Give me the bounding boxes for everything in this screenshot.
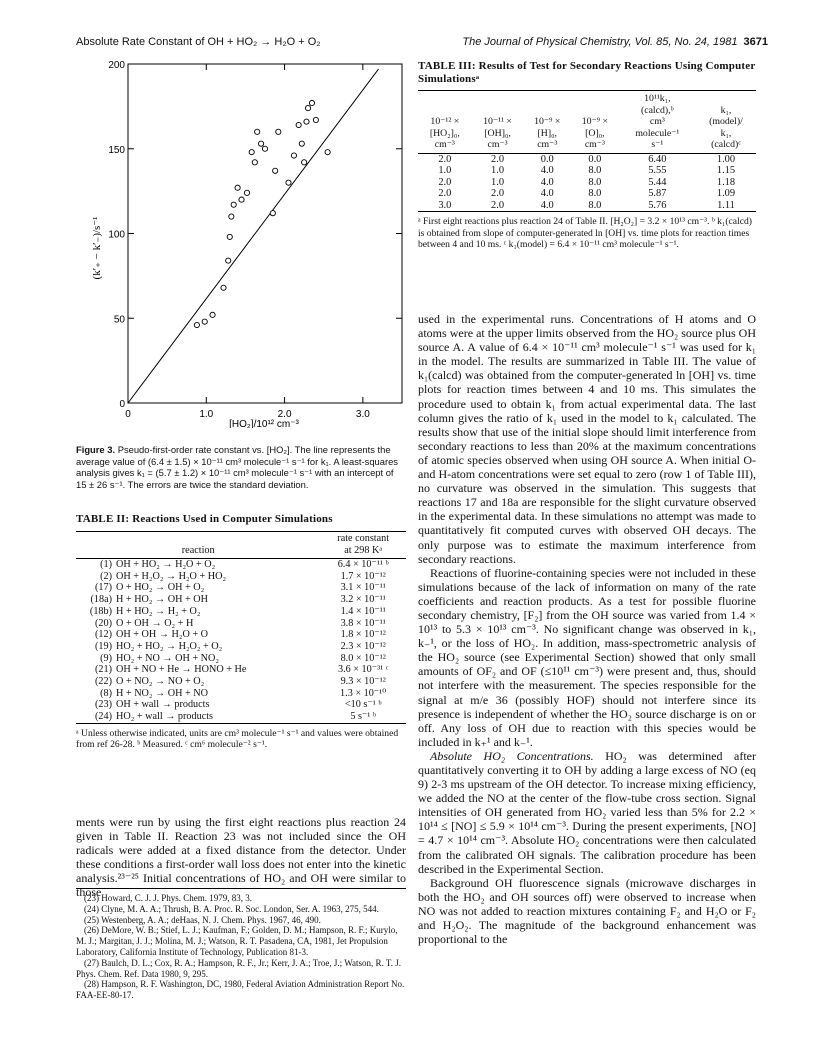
table-row (76, 559, 406, 571)
y-tick-label: 0 (119, 399, 125, 410)
table-cell: (1) (100, 559, 112, 570)
table-2 (76, 513, 406, 751)
table-cell: 0.0 (588, 153, 602, 165)
table-cell: 2.0 (491, 199, 505, 211)
table-cell: (18b) (89, 605, 112, 617)
table-row (76, 582, 406, 594)
table-cell: 1.0 (491, 165, 505, 176)
figure-caption-label: Figure 3. (76, 444, 116, 455)
table-cell: OH + OH → H₂O + O (116, 629, 209, 641)
table-cell: 5.87 (648, 188, 667, 199)
table-cell: O + OH → O₂ + H (116, 617, 194, 629)
reference: (28) Hampson, R. F. Washington, DC, 1980, Federal Aviation Administration Report No. FAA-EE-80-17. (76, 979, 405, 1001)
table-cell: (23) (95, 699, 112, 711)
data-point (270, 211, 275, 216)
data-point (231, 202, 236, 207)
table-cell: OH + H₂O₂ → H₂O + HO₂ (116, 570, 227, 582)
table-3-header: 10⁻⁹ × [H]₀, cm⁻³ (523, 91, 571, 154)
table-cell: 4.0 (540, 199, 554, 211)
table-cell: 2.0 (491, 188, 505, 199)
body-text-left: ments were run by using the first eight reactions plus reaction 24 given in Table II. Reaction 23 was not included since the OH radicals were added at a fixed distance from the detector. Under these conditions a first-order wall loss does not enter into the kinetic analysis.²³⁻²⁵ Initial concentrations of HO₂ and OH were similar to those (76, 815, 406, 899)
data-point (262, 146, 267, 151)
fit-line (128, 69, 379, 403)
table-2-header-rate: rate constant at 298 Kᵃ (320, 532, 406, 559)
table-cell: 2.0 (438, 188, 452, 199)
data-point (244, 190, 249, 195)
table-cell: <10 s⁻¹ ᵇ (344, 699, 382, 711)
data-point (221, 285, 226, 290)
y-tick-label: 100 (108, 229, 125, 241)
reference: (26) DeMore, W. B.; Stief, L. J.; Kaufman, F.; Golden, D. M.; Hampson, R. F.; Kurylo, M. J.; Margitan, J. J.; Molina, M. J.; Watson, R. T. Pasadena, CA, 1981, Jet Propulsion Laboratory, California Institute of Technology, Publication 81-3. (76, 925, 398, 957)
running-title: Absolute Rate Constant of OH + HO₂ → H₂O + O₂ (76, 36, 321, 48)
table-cell: 8.0 (588, 188, 602, 199)
data-point (227, 234, 232, 239)
data-point (302, 160, 307, 165)
table-row (76, 641, 406, 653)
data-point (313, 117, 318, 122)
table-row (418, 200, 756, 212)
x-tick-label: 2.0 (277, 409, 292, 420)
table-cell: (12) (95, 629, 112, 641)
table-cell: 4.0 (540, 165, 554, 176)
table-row (76, 664, 406, 676)
table-cell: O + HO₂ → OH + O₂ (116, 582, 205, 594)
figure-caption (76, 444, 406, 490)
table-cell: 3.6 × 10⁻³¹ ᶜ (337, 664, 389, 676)
table-row (418, 165, 756, 177)
table-cell: (2) (100, 570, 112, 582)
table-cell: (24) (95, 711, 112, 723)
y-tick-label: 50 (113, 314, 125, 326)
data-point (202, 319, 207, 324)
reference: (25) Westenberg, A. A.; deHaas, N. J. Chem. Phys. 1967, 46, 490. (84, 914, 321, 925)
table-row (76, 688, 406, 700)
table-cell: 8.0 × 10⁻¹² (340, 652, 386, 664)
references (76, 888, 406, 1001)
figure-3-chart (76, 58, 406, 428)
table-cell: 1.8 × 10⁻¹² (340, 629, 386, 641)
reference: (24) Clyne, M. A. A.; Thrush, B. A. Proc. R. Soc. London, Ser. A. 1963, 275, 544. (84, 903, 379, 914)
table-cell: 1.09 (716, 188, 736, 199)
table-3-header: k₁, (model)/ k₁, (calcd)ᶜ (696, 91, 756, 154)
table-cell: 4.0 (540, 176, 554, 188)
table-cell: (20) (95, 617, 112, 629)
table-row (418, 188, 756, 200)
table-cell: HO₂ + NO → OH + NO₂ (116, 652, 219, 664)
data-point (249, 150, 254, 155)
table-cell: H + NO₂ → OH + NO (116, 687, 209, 699)
data-point (226, 258, 231, 263)
table-3-header: 10¹¹k₁, (calcd),ᵇ cm³ molecule⁻¹ s⁻¹ (619, 91, 696, 154)
table-cell: 3.1 × 10⁻¹¹ (340, 582, 386, 594)
y-axis-label: (k′₊ − k′₋)/s⁻¹ (91, 216, 103, 280)
table-cell: 2.0 (438, 153, 452, 165)
data-point (305, 105, 310, 110)
data-point (304, 119, 309, 124)
table-cell: 1.0 (438, 165, 452, 176)
paragraph: Background OH fluorescence signals (microwave discharges in both the HO₂ and OH sources off) were observed to increase when NO was not added to reaction mixtures containing F₂ and H₂O or F₂ and H₂O₂. The magnitude of the background enhancement was proportional to the (418, 875, 756, 947)
table-cell: 5.55 (648, 165, 667, 176)
x-tick-label: 0 (125, 409, 131, 420)
table-3-footnote: ᵃ First eight reactions plus reaction 24 of Table II. [H₂O₂] = 3.2 × 10¹³ cm⁻³. ᵇ k₁(calcd) is obtained from slope of computer-generated ln [OH] vs. time plots for reaction times between 4 and 10 ms. ᶜ k₁(model) = 6.4 × 10⁻¹¹ cm³ molecule⁻¹ s⁻¹. (418, 216, 752, 251)
paragraph-text: HO₂ was determined after quantitatively converting it to OH by adding a large excess of NO (eq 9) 2-3 ms upstream of the OH detector. To increase mixing efficiency, we added the NO at the center of the flow-tube cross section. Signal intensities of OH generated from HO₂ varied less than 5% for 2.2 × 10¹⁴ ≤ [NO] ≤ 5.9 × 10¹⁴ cm⁻³. During the present experiments, [NO] = 4.7 × 10¹⁴ cm⁻³. Absolute HO₂ concentrations were then calculated from the calibrated OH signals. The calibration procedure has been described in the Experimental Section. (418, 748, 757, 876)
table-cell: (21) (95, 664, 112, 676)
table-cell: 3.0 (438, 199, 452, 211)
table-cell: O + NO₂ → NO + O₂ (116, 676, 205, 688)
table-3-header: 10⁻⁹ × [O]₀, cm⁻³ (571, 91, 619, 154)
data-point (194, 322, 199, 327)
x-axis-label: [HO₂]/10¹² cm⁻³ (229, 419, 299, 428)
data-point (235, 185, 240, 190)
table-row (76, 594, 406, 606)
table-3-header: 10⁻¹¹ × [OH]₀, cm⁻³ (472, 91, 524, 154)
body-text-right (418, 312, 756, 946)
table-cell: 1.18 (716, 176, 736, 188)
table-cell: 1.4 × 10⁻¹¹ (340, 605, 386, 617)
y-tick-label: 200 (108, 60, 125, 71)
data-point (255, 129, 260, 134)
table-cell: H + HO₂ → OH + OH (116, 594, 209, 606)
table-cell: 1.15 (716, 165, 736, 176)
table-cell: HO₂ + HO₂ → H₂O₂ + O₂ (116, 640, 223, 652)
table-cell: 3.8 × 10⁻¹¹ (340, 617, 386, 629)
table-cell: (18a) (90, 594, 112, 606)
table-cell: (19) (95, 640, 112, 652)
table-cell: 1.00 (716, 153, 736, 165)
plot-frame (128, 64, 402, 403)
data-point (309, 100, 314, 105)
table-2-title: TABLE II: Reactions Used in Computer Simulations (76, 513, 333, 525)
table-cell: 2.0 (438, 176, 452, 188)
table-cell: 8.0 (588, 165, 602, 176)
table-cell: 6.40 (648, 153, 667, 165)
reference: (23) Howard, C. J. J. Phys. Chem. 1979, 83, 3. (84, 893, 252, 903)
table-cell: 5.76 (648, 199, 667, 211)
y-tick-label: 150 (108, 144, 125, 156)
table-cell: H + HO₂ → H₂ + O₂ (116, 605, 201, 617)
data-point (325, 150, 330, 155)
table-3 (418, 60, 756, 251)
reference: (27) Baulch, D. L.; Cox, R. A.; Hampson, R. F., Jr.; Kerr, J. A.; Troe, J.; Watson, R. T. J. Phys. Chem. Ref. Data 1980, 9, 295. (76, 957, 401, 979)
figure-caption-text: Pseudo-first-order rate constant vs. [HO₂]. The line represents the average value of (6.4 ± 1.5) × 10⁻¹¹ cm³ molecule⁻¹ s⁻¹ for k₁. A least-squares analysis gives k₁ = (5.7 ± 1.2) × 10⁻¹¹ cm³ molecule⁻¹ s⁻¹ with an intercept of 15 ± 26 s⁻¹. The errors are twice the standard deviation. (76, 444, 398, 490)
table-cell: 9.3 × 10⁻¹² (340, 676, 386, 688)
x-tick-label: 1.0 (199, 409, 214, 420)
table-cell: OH + NO + He → HONO + He (116, 664, 247, 676)
table-2-footnote: ᵃ Unless otherwise indicated, units are cm³ molecule⁻¹ s⁻¹ and values were obtained from ref 26-28. ᵇ Measured. ᶜ cm⁶ molecule⁻² s⁻¹. (76, 727, 399, 751)
table-row (76, 618, 406, 630)
table-cell: HO₂ + wall → products (116, 711, 214, 723)
data-point (296, 122, 301, 127)
data-point (258, 141, 263, 146)
journal-name: The Journal of Physical Chemistry, Vol. 85, No. 24, 1981 (462, 36, 738, 48)
data-point (286, 180, 291, 185)
table-cell: 5.44 (648, 176, 667, 188)
table-cell: 0.0 (540, 153, 554, 165)
table-row (418, 177, 756, 189)
journal-header (462, 36, 768, 48)
table-cell: OH + HO₂ → H₂O + O₂ (116, 559, 216, 570)
table-row (76, 571, 406, 583)
table-3-header: 10⁻¹² × [HO₂]₀, cm⁻³ (418, 91, 472, 154)
table-cell: (22) (95, 676, 112, 688)
table-2-grid (76, 531, 406, 724)
table-2-header-reaction: reaction (76, 532, 320, 559)
table-cell: 1.0 (491, 176, 505, 188)
table-cell: 1.3 × 10⁻¹⁰ (340, 687, 387, 699)
table-row (76, 629, 406, 641)
data-point (273, 168, 278, 173)
table-cell: 3.2 × 10⁻¹¹ (340, 594, 386, 606)
table-row (418, 153, 756, 165)
table-row (76, 699, 406, 711)
data-point (291, 153, 296, 158)
table-cell: 1.11 (717, 199, 735, 211)
table-row (76, 653, 406, 665)
table-cell: 8.0 (588, 199, 602, 211)
data-point (299, 141, 304, 146)
table-row (76, 606, 406, 618)
table-cell: 2.3 × 10⁻¹² (340, 640, 386, 652)
paragraph: used in the experimental runs. Concentrations of H atoms and O atoms were at the upper limits observed from the HO₂ source plus OH source A. A value of 6.4 × 10⁻¹¹ cm³ molecule⁻¹ s⁻¹ was used for k₁ in the model. The results are summarized in Table III. The value of k₁(calcd) was obtained from the computer-generated ln [OH] vs. time plots for reaction times between 4 and 10 ms. This simulates the procedure used to obtain k₁ from actual experimental data. The last column gives the ratio of k₁ used in the model to k₁ calculated. The results show that use of the initial slope should limit interference from secondary reactions to less than 20% at the maximum concentrations of atomic species observed when using OH source A. When initial O- and H-atom concentrations were set equal to zero (row 1 of Table III), no curvature was observed in the simulation. This suggests that reactions 17 and 18a are responsible for the slight curvature observed in the experimental data. In these simulations no attempt was made to quantitatively fit computed curves with observed OH decays. The only purpose was to estimate the maximum interference from secondary reactions. (418, 312, 756, 566)
table-cell: 5 s⁻¹ ᵇ (350, 711, 377, 723)
table-3-title: TABLE III: Results of Test for Secondary Reactions Using Computer Simulationsᵃ (418, 60, 756, 85)
paragraph: Reactions of fluorine-containing species were not included in these simulations because of the lack of information on many of the rate coefficients and reaction products. As a test for possible fluorine secondary chemistry, [F₂] from the OH source was varied from 1.4 × 10¹³ to 5.3 × 10¹³ cm⁻³. No significant change was observed in k₁, k₋¹, or the loss of HO₂. In addition, mass-spectrometric analysis of the HO₂ source (see Experimental Section) showed that only small amounts of OF₂ and OF (≤10¹¹ cm⁻³) were present and, thus, should not interfere with the measurement. The species responsible for the signal at m/e 36 (possibly HOF) should not interfere since its presence is independent of whether the HO₂ source discharge is on or off. Any loss of OH due to reaction with this species would be included in k₊¹ and k₋¹. (418, 565, 756, 749)
data-point (229, 214, 234, 219)
data-point (239, 197, 244, 202)
table-cell: (9) (100, 652, 112, 664)
table-cell: 8.0 (588, 176, 602, 188)
table-cell: 6.4 × 10⁻¹¹ ᵇ (337, 559, 389, 570)
table-cell: OH + wall → products (116, 699, 210, 711)
page-number: 3671 (743, 36, 768, 48)
data-point (276, 129, 281, 134)
table-cell: (8) (100, 687, 112, 699)
table-cell: 2.0 (491, 153, 505, 165)
data-point (252, 160, 257, 165)
table-cell: (17) (95, 582, 112, 594)
table-row (76, 711, 406, 723)
section-heading: Absolute HO₂ Concentrations. (430, 748, 594, 763)
table-row (76, 676, 406, 688)
table-3-grid (418, 90, 756, 212)
paragraph (418, 749, 756, 876)
x-tick-label: 3.0 (355, 409, 370, 420)
table-cell: 1.7 × 10⁻¹² (340, 570, 386, 582)
table-cell: 4.0 (540, 188, 554, 199)
data-point (210, 312, 215, 317)
